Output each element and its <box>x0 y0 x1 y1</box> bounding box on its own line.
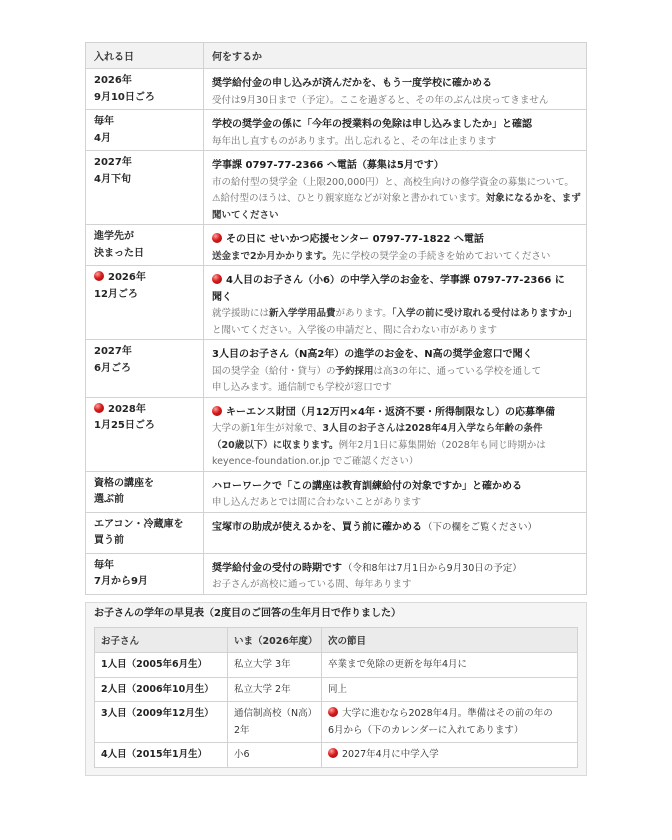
detail-text: は高3の年に、通っている学校を通して <box>373 365 542 377</box>
when-text: 6月ごろ <box>94 362 131 374</box>
child-cell <box>95 702 228 743</box>
when-text: 2027年 <box>94 346 132 357</box>
schedule-body <box>86 69 587 595</box>
current-grade-text: 小6 <box>234 749 250 760</box>
when-cell <box>86 266 204 340</box>
when-cell <box>86 225 204 266</box>
detail-emphasis-text: 「入学の前に受け取れる受付はありますか」 <box>391 308 578 319</box>
when-text: 2026年 <box>94 75 132 86</box>
schedule-header-row <box>86 43 587 69</box>
next-milestone-text: 大学に進むなら2028年4月。準備はその前の年の <box>342 708 553 719</box>
task-action-text: 4人目のお子さん（小6）の中学入学のお金を、学事課 0797-77-2366 に <box>226 275 565 286</box>
child-cell <box>95 677 228 702</box>
current-grade-text: 私立大学 3年 <box>234 659 291 670</box>
detail-line <box>212 303 578 320</box>
grade-table <box>94 627 578 768</box>
detail-line <box>212 131 578 148</box>
when-text: 4月下旬 <box>94 173 131 185</box>
task-line <box>212 558 578 575</box>
detail-emphasis-text: 3人目のお子さんは2028年4月入学なら年齢の条件 <box>322 423 543 434</box>
detail-line <box>212 205 578 222</box>
when-line <box>94 492 195 509</box>
detail-text: 毎年出し直すものがあります。出し忘れると、その年は止まります <box>212 135 497 147</box>
detail-line <box>212 361 578 378</box>
task-line <box>212 402 578 419</box>
task-cell <box>204 266 587 340</box>
current-grade-text: 2年 <box>234 724 250 736</box>
detail-text: と聞いてください。入学後の申請だと、間に合わない市があります <box>212 324 498 336</box>
child-cell <box>95 743 228 768</box>
red-circle-icon <box>212 406 222 416</box>
task-action-text: キーエンス財団（月12万円×4年・返済不要・所得制限なし）の応募準備 <box>226 406 555 418</box>
child-line <box>101 747 221 764</box>
schedule-row <box>86 69 587 110</box>
child-line <box>101 657 221 674</box>
task-action-text: 学事課 0797-77-2366 へ電話（募集は5月です） <box>212 160 444 171</box>
detail-text: 例年2月1日に募集開始（2028年も同じ時期かは <box>338 439 546 451</box>
when-line <box>94 229 195 246</box>
next-milestone-text: 6月から（下のカレンダーに入れてあります） <box>328 724 524 736</box>
detail-text: ⚠給付型のほうは、ひとり親家庭などが対象と書かれています。 <box>212 193 486 204</box>
red-circle-icon <box>212 233 222 243</box>
grade-row <box>95 653 578 678</box>
schedule-table <box>85 42 587 595</box>
current-grade-cell <box>228 743 322 768</box>
child-cell <box>95 653 228 678</box>
child-line <box>101 706 221 723</box>
detail-emphasis-text: （20歳以下）に収まります。 <box>212 439 339 451</box>
when-text: 7月から9月 <box>94 576 148 587</box>
grade-row <box>95 743 578 768</box>
next-milestone-line <box>328 747 571 764</box>
detail-text: 大学の新1年生が対象で、 <box>212 423 323 434</box>
schedule-row <box>86 151 587 225</box>
task-cell <box>204 471 587 512</box>
current-grade-line <box>234 747 315 764</box>
grade-body <box>95 653 578 768</box>
when-cell <box>86 512 204 553</box>
when-text: 1月25日ごろ <box>94 420 155 431</box>
when-cell <box>86 110 204 151</box>
current-grade-line <box>234 706 318 723</box>
red-circle-icon <box>94 403 104 413</box>
schedule-row <box>86 553 587 594</box>
task-action-text: 聞く <box>212 291 232 303</box>
task-line <box>212 229 578 246</box>
schedule-head <box>86 43 587 69</box>
child-name: 2人目（2006年10月生） <box>101 683 214 695</box>
task-cell <box>204 397 587 471</box>
task-action-text: 3人目のお子さん（N高2年）の進学のお金を、N高の奨学金窓口で聞く <box>212 349 533 360</box>
when-text: 決まった日 <box>94 247 144 259</box>
when-line <box>94 270 195 287</box>
header-child: お子さん <box>95 628 228 653</box>
quick-reference-title: お子さんの学年の早見表（2度目のご回答の生年月日で作りました） <box>94 608 401 619</box>
detail-line <box>212 246 578 263</box>
when-text: 2026年 <box>108 272 146 283</box>
next-milestone-line <box>328 657 571 674</box>
when-cell <box>86 340 204 398</box>
task-cell <box>204 225 587 266</box>
task-line <box>212 155 578 172</box>
detail-text: お子さんが高校に通っている間、毎年あります <box>212 579 412 590</box>
child-name: 4人目（2015年1月生） <box>101 749 208 760</box>
task-cell <box>204 512 587 553</box>
next-milestone-line <box>328 723 571 740</box>
when-line <box>94 287 195 304</box>
when-text: 進学先が <box>94 231 134 242</box>
header-next-milestone: 次の節目 <box>322 628 578 653</box>
task-line <box>212 476 578 493</box>
when-line <box>94 402 195 419</box>
when-text: 12月ごろ <box>94 288 138 300</box>
task-cell <box>204 151 587 225</box>
detail-line <box>212 418 578 435</box>
next-milestone-cell <box>322 702 578 743</box>
current-grade-cell <box>228 677 322 702</box>
when-line <box>94 558 195 575</box>
schedule-row <box>86 397 587 471</box>
task-action-text: ハローワークで「この講座は教育訓練給付の対象ですか」と確かめる <box>212 480 522 492</box>
task-action-text: 宝塚市の助成が使えるかを、買う前に確かめる <box>212 521 422 533</box>
detail-emphasis-text: 新入学学用品費 <box>269 308 336 319</box>
grade-header-row <box>95 628 578 653</box>
detail-emphasis-text: 対象になるかを、まず <box>485 193 581 204</box>
task-action-text: その日に せいかつ応援センター 0797-77-1822 へ電話 <box>226 234 484 245</box>
when-line <box>94 172 195 189</box>
detail-line <box>212 172 578 189</box>
detail-emphasis-text: 送金まで2か月かかります。 <box>212 250 332 262</box>
when-line <box>94 361 195 378</box>
child-name: 3人目（2009年12月生） <box>101 708 214 719</box>
when-cell <box>86 553 204 594</box>
detail-emphasis-text: 予約採用 <box>335 365 374 377</box>
when-line <box>94 114 195 131</box>
when-text: 資格の講座を <box>94 477 154 489</box>
schedule-row <box>86 340 587 398</box>
when-text: エアコン・冷蔵庫を <box>94 518 184 530</box>
task-line <box>212 270 578 287</box>
task-aside-text: （下の欄をご覧ください） <box>423 521 538 533</box>
detail-emphasis-text: 聞いてください <box>212 209 279 221</box>
next-milestone-line <box>328 682 571 699</box>
detail-line <box>212 188 581 205</box>
child-name: 1人目（2005年6月生） <box>101 659 208 670</box>
red-circle-icon <box>94 271 104 281</box>
red-circle-icon <box>328 748 338 758</box>
when-text: 買う前 <box>94 535 124 546</box>
when-line <box>94 476 195 493</box>
current-grade-cell <box>228 702 322 743</box>
task-cell <box>204 69 587 110</box>
detail-text: 受付は9月30日まで（予定）。ここを過ぎると、その年のぶんは戻ってきません <box>212 94 549 106</box>
current-grade-text: 通信制高校（N高） <box>234 708 318 719</box>
detail-text: 国の奨学金（給付・貸与）の <box>212 365 336 377</box>
current-grade-cell <box>228 653 322 678</box>
next-milestone-cell <box>322 677 578 702</box>
detail-text: keyence-foundation.or.jp でご確認ください） <box>212 456 419 467</box>
grade-row <box>95 702 578 743</box>
when-line <box>94 533 195 550</box>
detail-line <box>212 574 578 591</box>
task-line <box>212 114 578 131</box>
detail-text: 先に学校の奨学金の手続きを始めておいてください <box>331 250 551 262</box>
when-line <box>94 155 195 172</box>
header-when: 入れる日 <box>86 43 204 69</box>
task-action-text: 奨学給付金の受付の時期です <box>212 562 342 574</box>
detail-text: があります。 <box>335 308 392 319</box>
header-what: 何をするか <box>204 43 587 69</box>
when-line <box>94 73 195 90</box>
schedule-row <box>86 110 587 151</box>
task-line <box>212 287 578 304</box>
grade-head <box>95 628 578 653</box>
when-text: 毎年 <box>94 559 114 571</box>
task-line <box>212 73 578 90</box>
schedule-row <box>86 512 587 553</box>
red-circle-icon <box>328 707 338 717</box>
when-text: 9月10日ごろ <box>94 91 155 103</box>
child-line <box>101 682 221 699</box>
task-cell <box>204 340 587 398</box>
quick-reference-panel <box>85 602 587 776</box>
detail-text: 申し込んだあとでは間に合わないことがあります <box>212 497 422 508</box>
when-cell <box>86 151 204 225</box>
task-cell <box>204 553 587 594</box>
when-text: 2027年 <box>94 157 132 168</box>
detail-line <box>212 492 578 509</box>
when-line <box>94 90 195 107</box>
detail-line <box>212 377 578 394</box>
next-milestone-text: 卒業まで免除の更新を毎年4月に <box>328 659 468 670</box>
header-current-grade: いま（2026年度） <box>228 628 322 653</box>
current-grade-line <box>234 682 315 699</box>
detail-text: 申し込みます。通信制でも学校が窓口です <box>212 382 392 393</box>
next-milestone-text: 同上 <box>328 683 348 695</box>
when-line <box>94 131 195 148</box>
task-action-text: 学校の奨学金の係に「今年の授業料の免除は申し込みましたか」と確認 <box>212 119 532 130</box>
grade-row <box>95 677 578 702</box>
task-line <box>212 344 578 361</box>
detail-text: 市の給付型の奨学金（上限200,000円）と、高校生向けの修学資金の募集について。 <box>212 176 574 188</box>
task-action-text: 奨学給付金の申し込みが済んだかを、もう一度学校に確かめる <box>212 78 492 89</box>
detail-line <box>212 435 578 452</box>
current-grade-text: 私立大学 2年 <box>234 683 291 695</box>
when-text: 毎年 <box>94 116 114 127</box>
schedule-row <box>86 266 587 340</box>
schedule-row <box>86 225 587 266</box>
when-cell <box>86 69 204 110</box>
red-circle-icon <box>212 274 222 284</box>
detail-line <box>212 451 578 468</box>
next-milestone-line <box>328 706 571 723</box>
when-line <box>94 344 195 361</box>
current-grade-line <box>234 657 315 674</box>
detail-line <box>212 90 578 107</box>
task-line <box>212 517 578 534</box>
detail-line <box>212 320 578 337</box>
next-milestone-text: 2027年4月に中学入学 <box>342 749 439 760</box>
task-cell <box>204 110 587 151</box>
current-grade-line <box>234 723 315 740</box>
when-line <box>94 574 195 591</box>
when-text: 2028年 <box>108 403 146 415</box>
detail-text: 就学援助には <box>212 308 270 319</box>
when-text: 選ぶ前 <box>94 494 124 505</box>
task-aside-text: （令和8年は7月1日から9月30日の予定） <box>343 562 522 574</box>
when-text: 4月 <box>94 132 111 144</box>
next-milestone-cell <box>322 743 578 768</box>
when-line <box>94 418 195 435</box>
when-cell <box>86 397 204 471</box>
when-line <box>94 517 195 534</box>
next-milestone-cell <box>322 653 578 678</box>
schedule-row <box>86 471 587 512</box>
when-line <box>94 246 195 263</box>
when-cell <box>86 471 204 512</box>
